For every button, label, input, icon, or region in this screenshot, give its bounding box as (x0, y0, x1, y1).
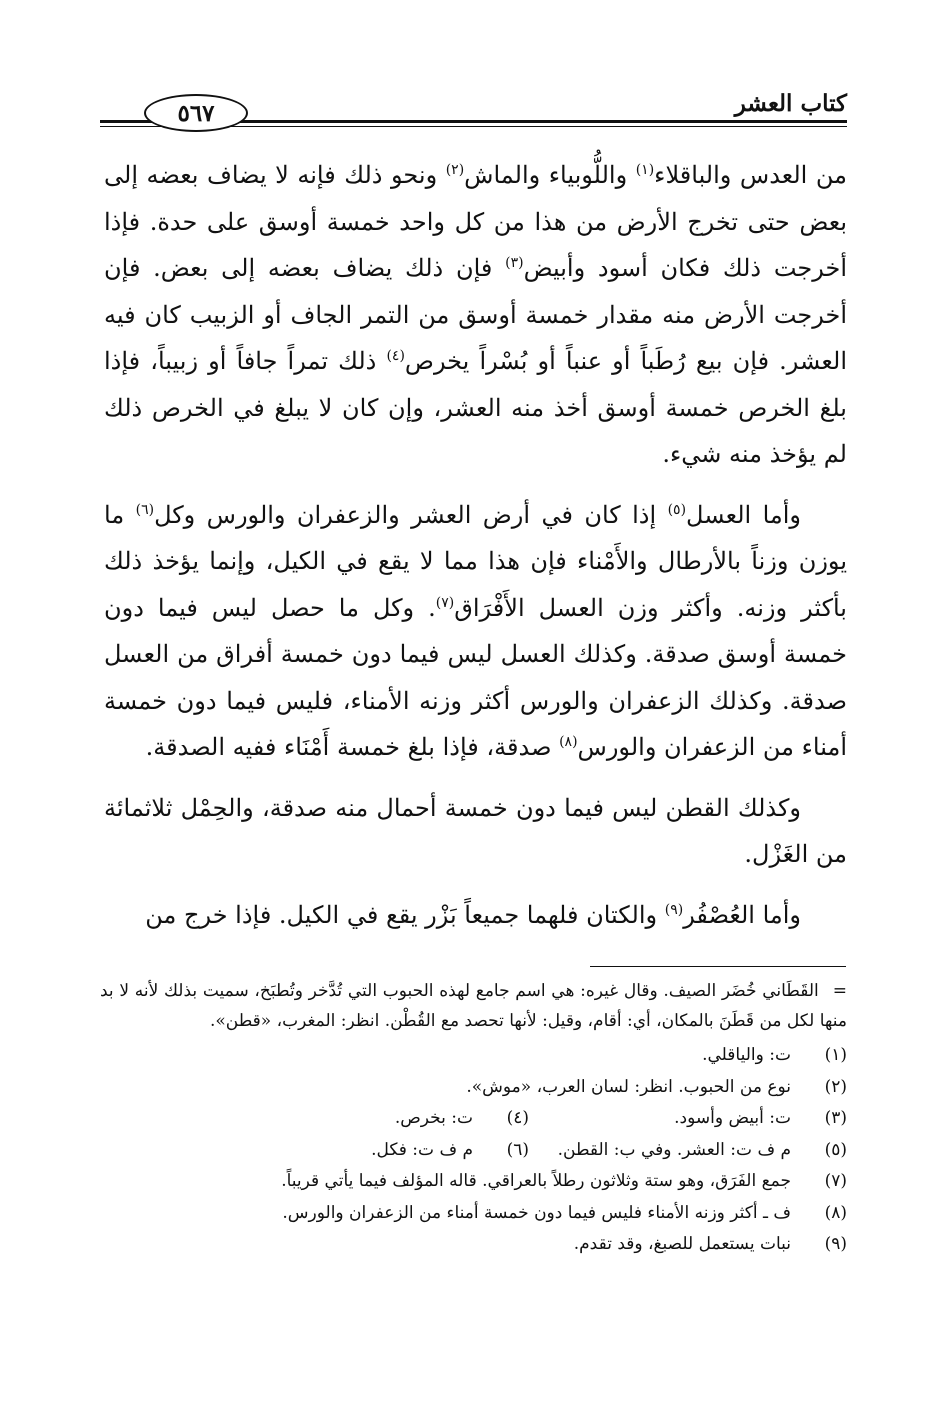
page-header (100, 88, 847, 138)
page-number-badge (144, 94, 248, 132)
main-text (104, 152, 847, 938)
footnote-text: م ف ت: فكل. (371, 1139, 473, 1160)
continuation-text: القَطَاني خُضَر الصيف. وقال غيره: هي اسم جامع لهذه الحبوب التي تُدَّخر وتُطبَخ، سميت بذلك لأنه لا بد منها لكل من قَطَنَ بالمكان، أي: أقام، وقيل: لأنها تحصد مع القُطْن. انظر: المغرب، «قطن». (100, 981, 847, 1031)
footnote-ref-3[interactable]: (٣) (505, 255, 524, 271)
footnote-text: ت: بخرص. (394, 1108, 473, 1128)
footnote-2 (100, 1072, 847, 1104)
text-run: فإن ذلك يضاف بعضه إلى بعض. فإن أخرجت الأرض منه مقدار خمسة أوسق من التمر الجاف أو الزبيب كان فيه العشر. فإن بيع رُطَباً أو عنباً أو بُسْراً يخرص (104, 254, 847, 375)
footnote-number: (٩) (824, 1234, 847, 1254)
footnote-1 (100, 1040, 847, 1072)
footnote-ref-6[interactable]: (٦) (135, 501, 155, 518)
footnote-8 (100, 1198, 847, 1230)
text-run: صدقة، فإذا بلغ خمسة أَمْنَاء ففيه الصدقة. (145, 733, 560, 761)
footnote-number: (٥) (824, 1139, 847, 1160)
footnote-text: نوع من الحبوب. انظر: لسان العرب، «موش». (466, 1076, 791, 1097)
text-run: وأما العُصْفُر (683, 900, 801, 929)
footnote-6 (371, 1135, 529, 1167)
footnote-ref-4[interactable]: (٤) (386, 348, 405, 364)
footnote-pair-5-6 (100, 1135, 847, 1167)
footnote-list (100, 1040, 847, 1261)
footnote-ref-2[interactable]: (٢) (445, 162, 465, 178)
running-title: كتاب العشر (734, 90, 847, 117)
footnote-number: (٢) (824, 1076, 847, 1097)
footnote-9 (100, 1229, 847, 1261)
footnote-7 (100, 1166, 847, 1198)
footnote-number: (٦) (506, 1139, 529, 1160)
footnote-number: (٧) (824, 1171, 847, 1191)
paragraph-3: وكذلك القطن ليس فيما دون خمسة أحمال منه صدقة، والحِمْل ثلاثمائة من الغَزْل. (104, 793, 847, 868)
footnote-ref-5[interactable]: (٥) (667, 501, 687, 518)
text-run: وأما العسل (686, 500, 802, 529)
paragraph-1 (104, 152, 847, 478)
footnote-continuation (100, 976, 847, 1036)
footnote-ref-7[interactable]: (٧) (435, 594, 455, 611)
text-run: إذا كان في أرض العشر والزعفران والورس وكل (154, 500, 668, 529)
footnote-divider (590, 966, 846, 967)
footnote-ref-1[interactable]: (١) (635, 162, 655, 178)
footnote-text: ت: والياقلي. (702, 1045, 791, 1065)
paragraph-2 (104, 492, 847, 771)
text-run: ونحو ذلك فإنه لا يضاف بعضه إلى بعض حتى تخرج الأرض من هذا من كل واحد خمسة أوسق على حدة. فإذا أخرجت ذلك فكان أسود وأبيض (104, 161, 848, 282)
footnote-ref-8[interactable]: (٨) (559, 734, 578, 750)
footnote-ref-9[interactable]: (٩) (664, 901, 684, 918)
footnote-number: (٨) (824, 1202, 847, 1223)
text-run: . وكل ما حصل ليس فيما دون خمسة أوسق صدقة. وكذلك العسل ليس فيما دون خمسة أفراق من العسل صدقة. وكذلك الزعفران والورس أكثر وزنه الأمناء، فليس فيما دون خمسة أمناء من الزعفران والورس (104, 593, 847, 761)
footnote-number: (٤) (506, 1108, 529, 1128)
footnote-number: (٣) (824, 1108, 847, 1128)
footnote-text: جمع الفَرَق، وهو ستة وثلاثون رطلاً بالعراقي. قاله المؤلف فيما يأتي قريباً. (281, 1171, 791, 1191)
footnote-text: نبات يستعمل للصبغ، وقد تقدم. (573, 1234, 791, 1254)
footnote-4 (395, 1103, 529, 1135)
footnote-pair-3-4 (100, 1103, 847, 1135)
footnote-number: (١) (824, 1045, 847, 1065)
footnote-text: ت: أبيض وأسود. (674, 1108, 791, 1128)
footnote-text: م ف ت: العشر. وفي ب: القطن. (557, 1139, 791, 1160)
text-run: ذلك تمراً جافاً أو زبيباً، فإذا بلغ الخرص خمسة أوسق أخذ منه العشر، وإن كان لا يبلغ في الخرص ذلك لم يؤخذ منه شيء. (104, 347, 847, 468)
page-number: ٥٦٧ (177, 99, 215, 127)
text-run: والكتان فلهما جميعاً بَزْر يقع في الكيل. فإذا خرج من (145, 900, 665, 929)
text-run: من العدس والباقلاء (654, 161, 848, 189)
footnote-text: ف ـ أكثر وزنه الأمناء فليس فيما دون خمسة أمناء من الزعفران والورس. (282, 1202, 791, 1223)
footnotes-section (100, 976, 847, 1261)
text-run: ما يوزن وزناً بالأرطال والأَمْناء فإن هذا مما لا يقع في الكيل، وإنما يؤخذ ذلك بأكثر وزنه. وأكثر وزن العسل الأَفْرَاق (104, 500, 847, 622)
paragraph-4 (104, 892, 847, 939)
text-run: واللُّوبياء والماش (464, 161, 636, 189)
continuation-mark: = (832, 981, 847, 1001)
